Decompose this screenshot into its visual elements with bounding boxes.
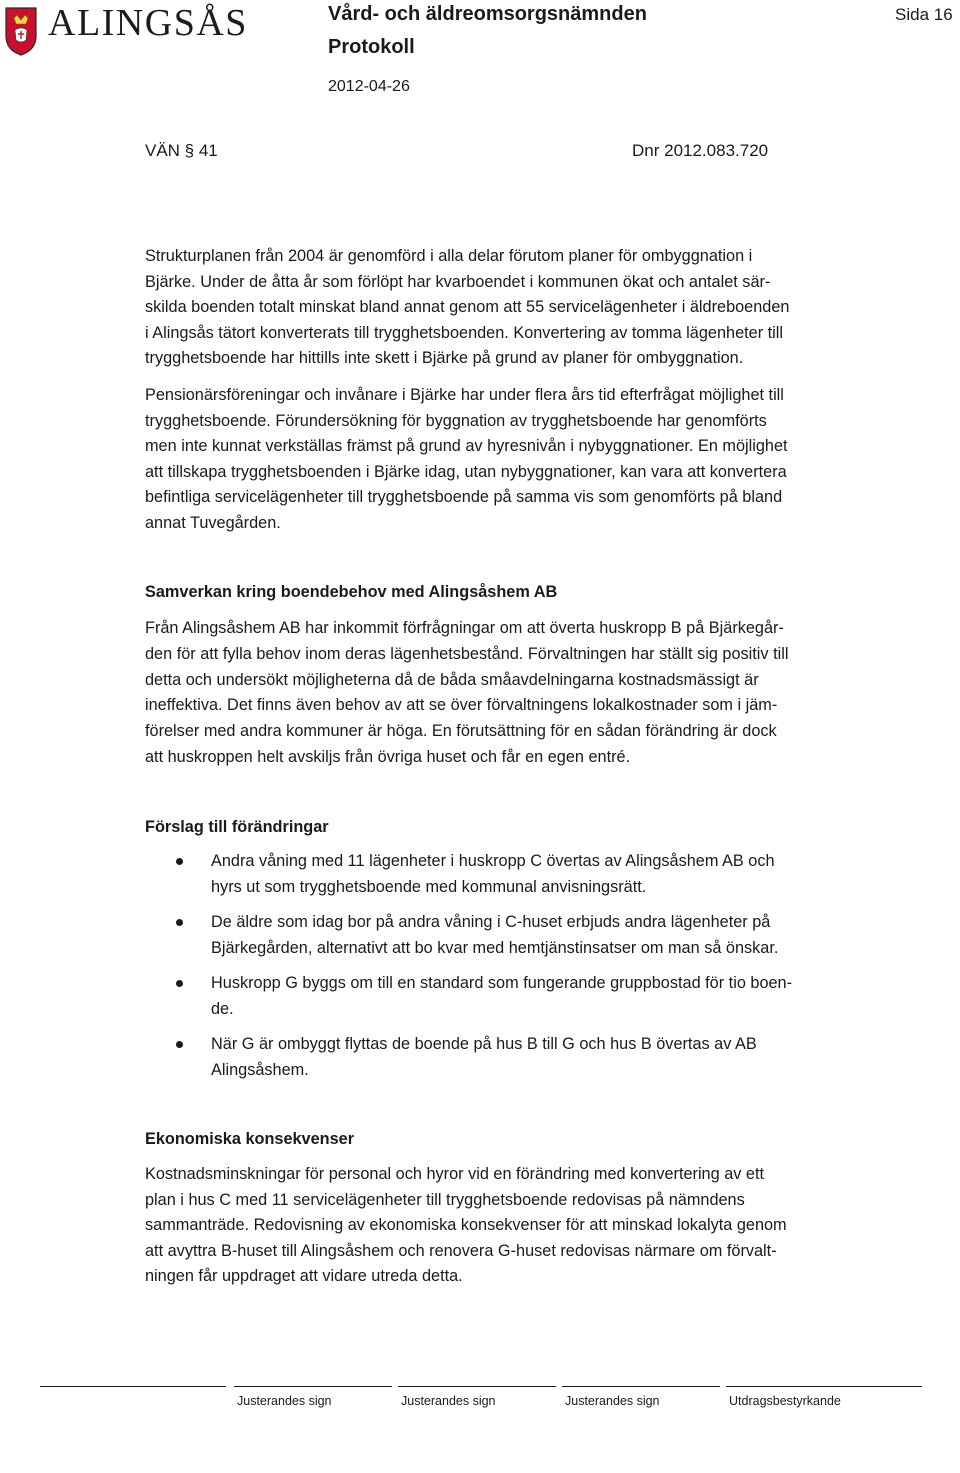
text-line: men inte kunnat verkställas främst på grund av hyresnivån i nybyggnationer. En möjlighet xyxy=(145,437,788,455)
text-line: sammanträde. Redovisning av ekonomiska konsekvenser för att minskad lokalyta genom xyxy=(145,1216,787,1234)
paragraph-reference: VÄN § 41 xyxy=(145,141,218,160)
section-heading-forslag: Förslag till förändringar xyxy=(145,818,329,836)
text-line: Bjärkegården, alternativt att bo kvar med hemtjänstinsatser om man så önskar. xyxy=(211,938,779,957)
signature-line xyxy=(234,1386,392,1387)
bullet-icon xyxy=(176,1041,183,1048)
meeting-date: 2012-04-26 xyxy=(328,78,410,95)
text-line: de. xyxy=(211,999,234,1018)
signature-line xyxy=(562,1386,720,1387)
text-line: hyrs ut som trygghetsboende med kommunal anvisningsrätt. xyxy=(211,877,647,896)
text-line: att tillskapa trygghetsboenden i Bjärke idag, utan nybyggnationer, kan vara att konvertera xyxy=(145,462,787,481)
text-line: att avyttra B-huset till Alingsåshem och renovera G-huset redovisas närmare om förvalt- xyxy=(145,1241,777,1260)
text-line: att huskroppen helt avskiljs från övriga huset och får en egen entré. xyxy=(145,747,631,766)
text-line: De äldre som idag bor på andra våning i C-huset erbjuds andra lägenheter på xyxy=(211,913,771,931)
text-line: ineffektiva. Det finns även behov av att se över förvaltningens lokalkostnader som i jäm- xyxy=(145,696,778,715)
bullet-icon xyxy=(176,919,183,926)
text-line: När G är ombyggt flyttas de boende på hus B till G och hus B övertas av AB xyxy=(211,1035,757,1053)
ekonomi-paragraph xyxy=(145,1162,885,1290)
text-line: i Alingsås tätort konverterats till trygghetsboenden. Konvertering av tomma lägenheter till xyxy=(145,323,784,342)
signature-line xyxy=(726,1386,922,1387)
text-line: Huskropp G byggs om till en standard som fungerande gruppbostad för tio boen- xyxy=(211,974,793,992)
document-type: Protokoll xyxy=(328,36,415,58)
text-line: Strukturplanen från 2004 är genomförd i alla delar förutom planer för ombyggnation i xyxy=(145,247,753,265)
section-heading-samverkan: Samverkan kring boendebehov med Alingsåshem AB xyxy=(145,583,558,601)
text-line: plan i hus C med 11 servicelägenheter till trygghetsboende redovisas på nämndens xyxy=(145,1190,745,1209)
section-heading-ekonomi: Ekonomiska konsekvenser xyxy=(145,1130,355,1148)
signature-label: Justerandes sign xyxy=(401,1394,496,1408)
intro-paragraph-2 xyxy=(145,383,885,536)
text-line: den för att fylla behov inom deras lägenhetsbestånd. Förvaltningen har ställt sig positiv till xyxy=(145,644,789,663)
list-item xyxy=(145,971,905,1022)
text-line: befintliga servicelägenheter till trygghetsboende på samma vis som genomförts på bland xyxy=(145,488,783,506)
text-line: Bjärke. Under de åtta år som förlöpt har kvarboendet i kommunen ökat och antalet sär- xyxy=(145,272,771,291)
proposal-list xyxy=(145,849,905,1093)
samverkan-paragraph xyxy=(145,616,885,771)
intro-paragraph-1 xyxy=(145,244,885,372)
logo-wordmark: ALINGSÅS xyxy=(48,2,248,44)
diary-number: Dnr 2012.083.720 xyxy=(632,141,769,160)
signature-line xyxy=(40,1386,226,1387)
text-line: Kostnadsminskningar för personal och hyror vid en förändring med konvertering av ett xyxy=(145,1165,765,1183)
text-line: Från Alingsåshem AB har inkommit förfrågningar om att överta huskropp B på Bjärkegår- xyxy=(145,619,784,637)
list-item xyxy=(145,849,905,900)
municipality-logo xyxy=(4,2,254,62)
text-line: annat Tuvegården. xyxy=(145,513,281,532)
list-item xyxy=(145,1032,905,1083)
list-item xyxy=(145,910,905,961)
text-line: Andra våning med 11 lägenheter i huskropp C övertas av Alingsåshem AB och xyxy=(211,852,775,870)
signature-line xyxy=(398,1386,556,1387)
text-line: skilda boenden totalt minskat bland annat genom att 55 servicelägenheter i äldreboenden xyxy=(145,298,790,316)
committee-title: Vård- och äldreomsorgsnämnden xyxy=(328,3,647,25)
text-line: detta och undersökt möjligheterna då de båda småavdelningarna kostnadsmässigt är xyxy=(145,670,759,689)
text-line: trygghetsboende. Förundersökning för byggnation av trygghetsboende har genomförts xyxy=(145,411,767,430)
text-line: förelser med andra kommuner är höga. En förutsättning för en sådan förändring är dock xyxy=(145,722,777,741)
signature-label: Justerandes sign xyxy=(237,1394,332,1408)
bullet-icon xyxy=(176,858,183,865)
text-line: Pensionärsföreningar och invånare i Bjärke har under flera års tid efterfrågat möjlighet till xyxy=(145,386,784,404)
extract-certification-label: Utdragsbestyrkande xyxy=(729,1394,841,1408)
text-line: ningen får uppdraget att vidare utreda detta. xyxy=(145,1267,463,1285)
signature-label: Justerandes sign xyxy=(565,1394,660,1408)
page-number: Sida 16 xyxy=(895,5,953,24)
text-line: Alingsåshem. xyxy=(211,1060,309,1079)
coat-of-arms-icon xyxy=(4,6,38,56)
text-line: trygghetsboende har hittills inte skett i Bjärke på grund av planer för ombyggnation. xyxy=(145,349,744,367)
bullet-icon xyxy=(176,980,183,987)
